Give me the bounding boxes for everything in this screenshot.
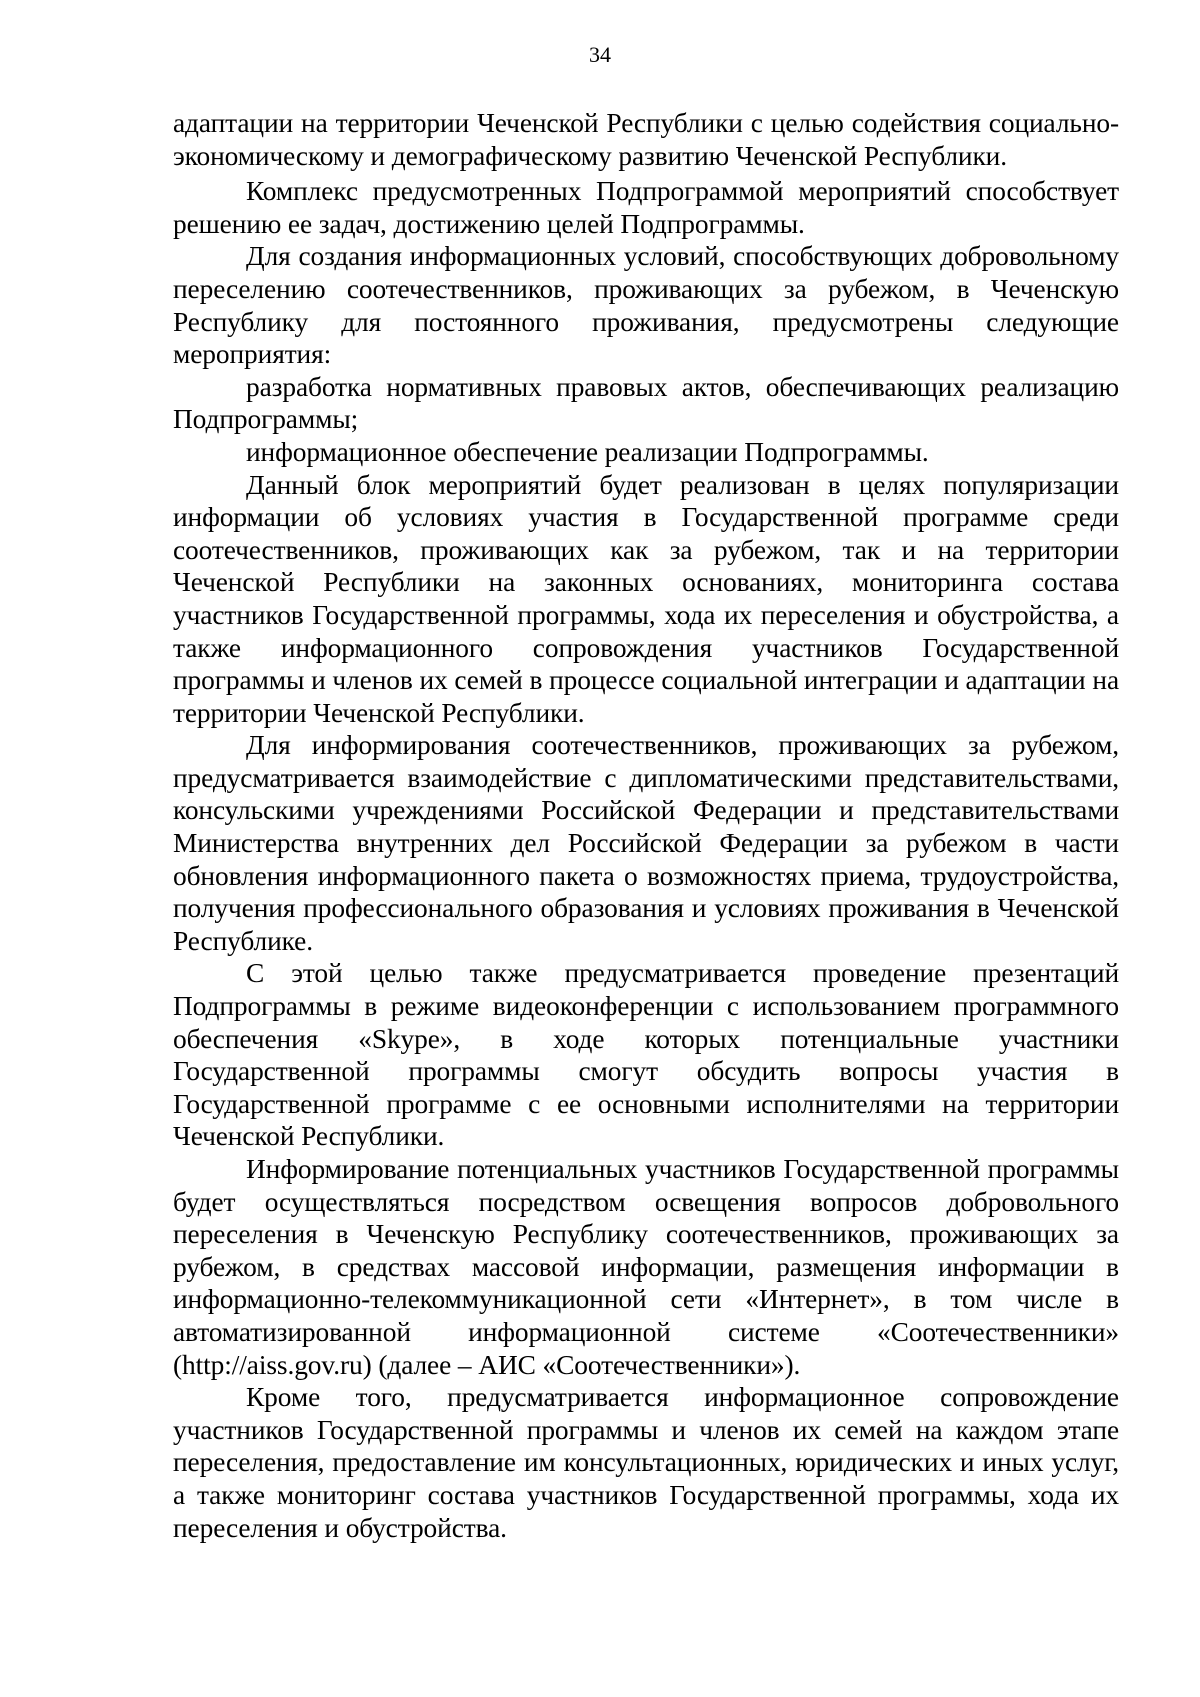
paragraph-informing-compatriots: Для информирования соотечественников, проживающих за рубежом, предусматривается взаимодействие с дипломатическими представительствами, консульскими учреждениями Российской Федерации и представительствами Министерства внутренних дел Российской Федерации за рубежом в части обновления информационного пакета о возможностях приема, трудоустройства, получения профессионального образования и условиях проживания в Чеченской Республике. [173,730,1119,956]
paragraph-presentations: С этой целью также предусматривается проведение презентаций Подпрограммы в режиме видеоконференции с использованием программного обеспечения «Skype», в ходе которых потенциальные участники Государственной программы смогут обсудить вопросы участия в Государственной программе с ее основными исполнителями на территории Чеченской Республики. [173,958,1119,1152]
document-body [173,107,1119,1544]
paragraph-continuation: адаптации на территории Чеченской Республики с целью содействия социально-экономическому и демографическому развитию Чеченской Республики. [173,108,1119,171]
paragraph-program-measures: Комплекс предусмотренных Подпрограммой мероприятий способствует решению ее задач, достижению целей Подпрограммы. [173,176,1119,239]
list-item-legal-acts: разработка нормативных правовых актов, обеспечивающих реализацию Подпрограммы; [173,371,1119,435]
page-number: 34 [589,42,611,67]
list-item-information-support: информационное обеспечение реализации Подпрограммы. [246,436,929,467]
paragraph-media-coverage: Информирование потенциальных участников Государственной программы будет осуществляться посредством освещения вопросов добровольного переселения в Чеченскую Республику соотечественников, проживающих за рубежом, в средствах массовой информации, размещения информации в информационно-телекоммуникационной сети «Интернет», в том числе в автоматизированной информационной системе «Соотечественники» (http://aiss.gov.ru) (далее – АИС «Соотечественники»). [173,1154,1119,1380]
paragraph-support-services: Кроме того, предусматривается информационное сопровождение участников Государственной программы и членов их семей на каждом этапе переселения, предоставление им консультационных, юридических и иных услуг, а также мониторинг состава участников Государственной программы, хода их переселения и обустройства. [173,1382,1119,1543]
paragraph-popularization: Данный блок мероприятий будет реализован в целях популяризации информации об условиях участия в Государственной программе среди соотечественников, проживающих как за рубежом, так и на территории Чеченской Республики на законных основаниях, мониторинга состава участников Государственной программы, хода их переселения и обустройства, а также информационного сопровождения участников Государственной программы и членов их семей в процессе социальной интеграции и адаптации на территории Чеченской Республики. [173,469,1119,728]
paragraph-information-conditions: Для создания информационных условий, способствующих добровольному переселению соотечественников, проживающих за рубежом, в Чеченскую Республику для постоянного проживания, предусмотрены следующие мероприятия: [173,241,1119,370]
